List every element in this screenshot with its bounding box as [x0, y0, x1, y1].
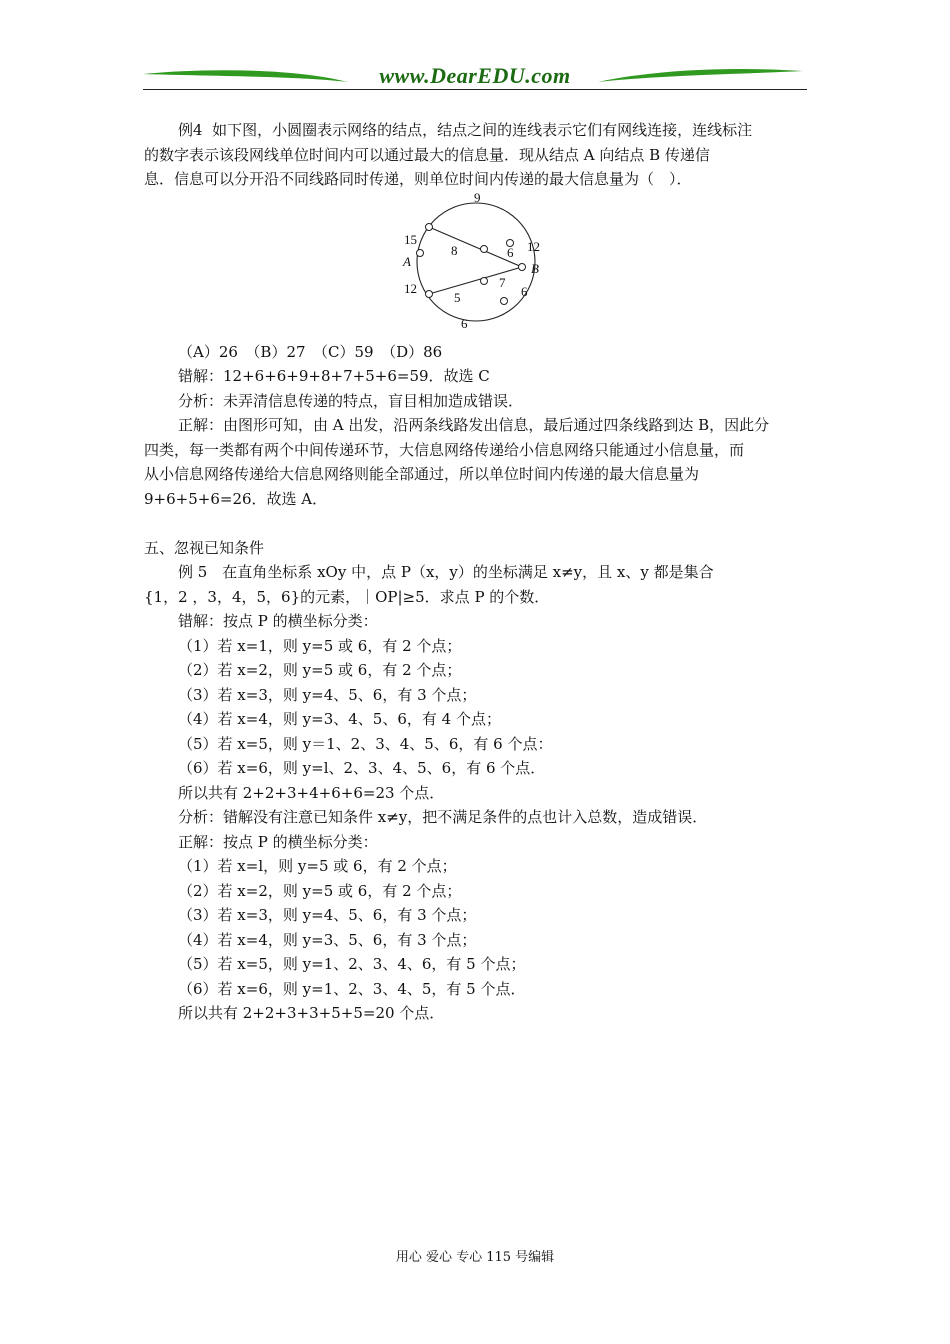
correct-case-4: （4）若 x=4，则 y=3、5、6，有 3 个点；: [178, 930, 477, 949]
page-footer: 用心 爱心 专心 115 号编辑: [395, 1250, 555, 1265]
wrong-case-3: （3）若 x=3，则 y=4、5、6，有 3 个点；: [178, 685, 477, 704]
node-middle-lower: [481, 278, 488, 285]
example5-analysis: 分析：错解没有注意已知条件 x≠y，把不满足条件的点也计入总数，造成错误．: [178, 808, 708, 826]
example5-line-1: 例 5 在直角坐标系 xOy 中，点 P（x，y）的坐标满足 x≠y，且 x、y 都是集合: [178, 563, 714, 581]
label-lower-left: 12: [404, 281, 417, 296]
wrong-total: 所以共有 2+2+3+4+6+6=23 个点．: [178, 783, 445, 802]
correct-case-3: （3）若 x=3，则 y=4、5、6，有 3 个点；: [178, 906, 477, 924]
node-lower-left: [426, 291, 433, 298]
correct-case-2: （2）若 x=2，则 y=5 或 6，有 2 个点；: [178, 881, 462, 900]
wrong-case-1: （1）若 x=1，则 y=5 或 6，有 2 个点；: [178, 636, 462, 655]
correct-total: 所以共有 2+2+3+3+5+5=20 个点．: [178, 1004, 445, 1022]
node-middle-upper: [481, 246, 488, 253]
example4-line-3: 息．信息可以分开沿不同线路同时传递，则单位时间内传递的最大信息量为（ ）．: [144, 170, 692, 188]
example4-line-1: 例4 如下图，小圆圈表示网络的结点，结点之间的连线表示它们有网线连接，连线标注: [178, 121, 753, 139]
header-rule: [143, 89, 807, 90]
correct-case-6: （6）若 x=6，则 y=1、2、3、4、5，有 5 个点．: [178, 979, 526, 998]
wrong-case-2: （2）若 x=2，则 y=5 或 6，有 2 个点；: [178, 661, 462, 679]
correct-case-1: （1）若 x=l，则 y=5 或 6，有 2 个点；: [178, 857, 457, 875]
label-top: 9: [474, 190, 481, 205]
wrong-case-6: （6）若 x=6，则 y=l、2、3、4、5、6，有 6 个点．: [178, 759, 546, 777]
label-bottom: 6: [461, 316, 468, 331]
correct-case-5: （5）若 x=5，则 y=1、2、3、4、6，有 5 个点；: [178, 955, 526, 973]
network-diagram: [398, 190, 554, 336]
correct-solution-intro: 正解：按点 P 的横坐标分类：: [178, 832, 378, 851]
label-inner-7: 7: [499, 275, 506, 290]
label-upper-left: 15: [404, 232, 417, 247]
node-lower-right: [501, 298, 508, 305]
label-upper-right: 12: [527, 239, 540, 254]
example4-correct-line-4: 9+6+5+6=26．故选 A．: [144, 489, 328, 508]
node-upper-left: [426, 224, 433, 231]
page-header: [143, 62, 807, 94]
wrong-solution-intro: 错解：按点 P 的横坐标分类：: [178, 612, 378, 630]
network-outer-circle: [417, 203, 535, 321]
example4-correct-line-3: 从小信息网络传递给大信息网络则能全部通过，所以单位时间内传递的最大信息量为: [144, 465, 700, 483]
label-node-a: A: [403, 254, 411, 269]
example4-options: （A）26 （B）27 （C）59 （D）86: [178, 342, 443, 361]
network-diagram-svg: [398, 190, 554, 336]
example5-line-2: {1，2 ，3，4，5，6}的元素，｜OP|≥5．求点 P 的个数．: [144, 587, 550, 606]
wrong-case-5: （5）若 x=5，则 y＝1、2、3、4、5、6，有 6 个点：: [178, 734, 553, 753]
label-lower-right: 6: [521, 284, 528, 299]
example4-line-2: 的数字表示该段网线单位时间内可以通过最大的信息量．现从结点 A 向结点 B 传递信: [144, 145, 710, 164]
label-inner-5: 5: [454, 290, 461, 305]
line-lower: [429, 267, 522, 294]
label-inner-6: 6: [507, 245, 514, 260]
wrong-case-4: （4）若 x=4，则 y=3、4、5、6，有 4 个点；: [178, 710, 501, 728]
section-gap: [144, 511, 806, 536]
example4-wrong-solution: 错解：12+6+6+9+8+7+5+6=59．故选 C: [178, 367, 490, 385]
site-brand[interactable]: www.DearEDU.com: [379, 63, 571, 88]
section5-heading: 五、忽视已知条件: [144, 538, 265, 557]
node-b: [519, 264, 526, 271]
label-node-b: B: [531, 261, 539, 276]
node-a: [417, 250, 424, 257]
example4-correct-line-1: 正解：由图形可知，由 A 出发，沿两条线路发出信息，最后通过四条线路到达 B，因此分: [178, 416, 770, 434]
label-inner-8: 8: [451, 243, 458, 258]
example4-analysis: 分析：未弄清信息传递的特点，盲目相加造成错误．: [178, 391, 524, 410]
example4-correct-line-2: 四类，每一类都有两个中间传递环节，大信息网络传递给小信息网络只能通过小信息量，而: [144, 440, 745, 459]
